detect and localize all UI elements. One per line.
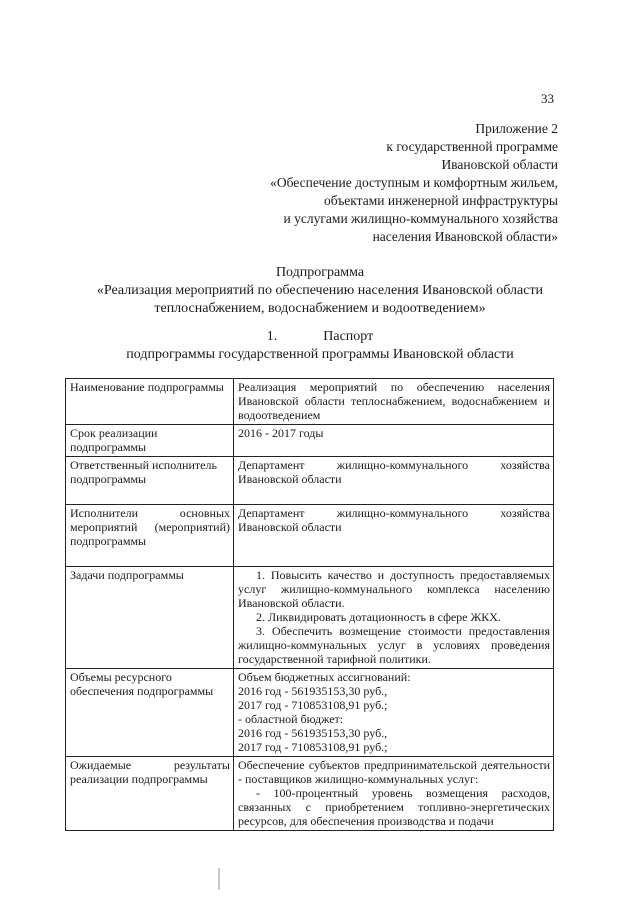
appendix-line: Приложение 2 bbox=[475, 121, 558, 136]
row-value-tasks bbox=[234, 567, 554, 669]
table-row bbox=[66, 567, 554, 669]
funding-line: Объем бюджетных ассигнований: bbox=[238, 670, 411, 684]
row-value-executors: Департамент жилищно-коммунального хозяйства Ивановской области bbox=[234, 505, 554, 567]
appendix-line: населения Ивановской области» bbox=[372, 229, 558, 244]
subprogram-title-block bbox=[40, 264, 600, 318]
section-number: 1. bbox=[266, 329, 278, 344]
row-label-executors: Исполнители основных мероприятий (мероприятий) подпрограммы bbox=[66, 505, 234, 567]
appendix-line: «Обеспечение доступным и комфортным жильем, bbox=[270, 175, 558, 190]
row-label-tasks: Задачи подпрограммы bbox=[66, 567, 234, 669]
row-value-responsible: Департамент жилищно-коммунального хозяйства Ивановской области bbox=[234, 457, 554, 505]
row-value-results bbox=[234, 757, 554, 831]
table-row bbox=[66, 505, 554, 567]
subprogram-title-line: «Реализация мероприятий по обеспечению населения Ивановской области bbox=[96, 283, 544, 298]
row-label-responsible: Ответственный исполнитель подпрограммы bbox=[66, 457, 234, 505]
passport-subtitle: подпрограммы государственной программы Ивановской области bbox=[126, 347, 514, 362]
row-value-funding bbox=[234, 669, 554, 757]
row-label-results: Ожидаемые результаты реализации подпрограммы bbox=[66, 757, 234, 831]
task-item: 3. Обеспечить возмещение стоимости предоставления жилищно-коммунальных услуг в условиях проведения государственной тарифной политики. bbox=[238, 624, 550, 666]
funding-line: 2016 год - 561935153,30 руб., bbox=[238, 684, 388, 698]
row-value-period: 2016 - 2017 годы bbox=[234, 425, 554, 457]
scan-artifact bbox=[218, 868, 220, 890]
row-value-name: Реализация мероприятий по обеспечению населения Ивановской области теплоснабжением, водоснабжением и водоотведением bbox=[234, 379, 554, 425]
appendix-line: Ивановской области bbox=[441, 157, 558, 172]
passport-title: Паспорт bbox=[323, 329, 374, 344]
table-row bbox=[66, 757, 554, 831]
passport-table bbox=[65, 378, 554, 831]
passport-heading bbox=[40, 328, 600, 364]
table-row bbox=[66, 425, 554, 457]
appendix-line: объектами инженерной инфраструктуры bbox=[324, 193, 558, 208]
funding-line: 2017 год - 710853108,91 руб.; bbox=[238, 698, 388, 712]
task-item: 2. Ликвидировать дотационность в сфере ЖКХ. bbox=[256, 610, 501, 624]
table-row bbox=[66, 457, 554, 505]
table-row bbox=[66, 379, 554, 425]
row-label-name: Наименование подпрограммы bbox=[66, 379, 234, 425]
results-item: - 100-процентный уровень возмещения расходов, связанных с приобретением топливно-энергетических ресурсов, для обеспечения производства и подачи bbox=[238, 786, 550, 828]
funding-line: - областной бюджет: bbox=[238, 712, 344, 726]
subprogram-title-line: теплоснабжением, водоснабжением и водоотведением» bbox=[154, 301, 486, 316]
results-intro: Обеспечение субъектов предпринимательской деятельности - поставщиков жилищно-коммунальных услуг: bbox=[238, 758, 550, 786]
task-item: 1. Повысить качество и доступность предоставляемых услуг жилищно-коммунального комплекса населению Ивановской области. bbox=[238, 568, 550, 610]
table-row bbox=[66, 669, 554, 757]
appendix-line: и услугами жилищно-коммунального хозяйства bbox=[283, 211, 558, 226]
funding-line: 2017 год - 710853108,91 руб.; bbox=[238, 740, 388, 754]
appendix-header bbox=[178, 120, 558, 246]
funding-line: 2016 год - 561935153,30 руб., bbox=[238, 726, 388, 740]
appendix-line: к государственной программе bbox=[386, 139, 558, 154]
row-label-funding: Объемы ресурсного обеспечения подпрограммы bbox=[66, 669, 234, 757]
page-number: 33 bbox=[541, 91, 554, 106]
subprogram-heading: Подпрограмма bbox=[275, 265, 365, 280]
row-label-period: Срок реализации подпрограммы bbox=[66, 425, 234, 457]
